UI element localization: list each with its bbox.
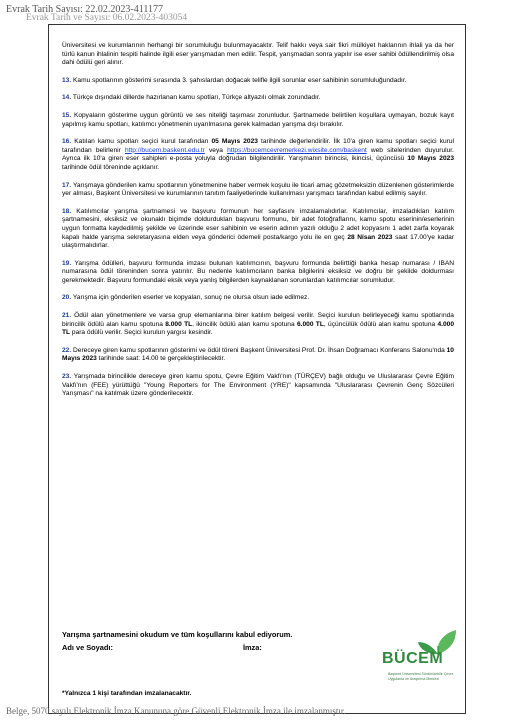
bucem-wixsite-link[interactable]: https://bucemcevremerkezi.wixsite.com/baskent (227, 146, 367, 154)
document-stamp-secondary: Evrak Tarih ve Sayısı: 06.02.2023-403054 (26, 13, 188, 23)
ceremony-date: 10 Mayıs 2023 (62, 346, 454, 363)
item-16 (62, 138, 454, 172)
name-field-label: Adı ve Soyadı: (62, 643, 113, 652)
signature-field-label: İmza: (242, 643, 262, 652)
item-text: saat 17.00'ye kadar ulaştırmalıdırlar. (62, 233, 454, 250)
item-text: Yarışma için gönderilen eserler ve kopyaları, sonuç ne olursa olsun iade edilmez. (72, 294, 310, 302)
item-20 (62, 294, 454, 303)
item-number: 15. (62, 111, 72, 119)
item-14 (62, 94, 454, 103)
item-17 (62, 182, 454, 199)
signature-note: *Yalnızca 1 kişi tarafından imzalanacaktır. (62, 690, 192, 697)
logo-wordmark: BÜCEM (382, 650, 444, 667)
item-number: 16. (62, 138, 72, 146)
document-body (62, 42, 454, 408)
item-number: 23. (62, 373, 72, 381)
evaluation-date: 05 Mayıs 2023 (211, 138, 258, 146)
logo-subtitle: Başkent Üniversitesi Sürdürülebilir Çevre Uygulama ve Araştırma Merkezi (388, 672, 454, 681)
first-prize-amount: 8.000 TL (165, 320, 193, 328)
item-text: Ödül alan yönetmenlere ve varsa grup elemanlarına birer katılım belgesi verilir. Seçici kurulun belirleyeceği kamu spotlarında birincilik ödülü alan kamu spotuna (62, 312, 454, 328)
item-text: Türkçe dışındaki dillerde hazırlanan kamu spotları, Türkçe altyazılı olmak zorundadır. (72, 94, 321, 102)
document-stamp-primary: Evrak Tarih Sayısı: 22.02.2023-411177 (6, 4, 163, 15)
item-number: 22. (62, 346, 72, 354)
e-signature-footer: Belge, 5070 sayılı Elektronik İmza Kanununa göre Güvenli Elektronik İmza ile imzalanmıştır. (6, 706, 346, 716)
item-text: Yarışmada birincilikle dereceye giren kamu spotu, Çevre Eğitim Vakfı'nın (TÜRÇEV) bağlı olduğu ve Uluslararası Çevre Eğitim Vakfı'nın (FEE) yürüttüğü "Young Reporters for The Environment (YRE)" kapsamında "Uluslararası Çevrenin Genç Sözcüleri Yarışması" na katılmak üzere gönderilecektir. (62, 373, 454, 398)
item-text: Kopyaların gösterime uygun görüntü ve ses niteliği taşıması zorunludur. Şartnamede belirtilen koşullara uymayan, bozuk kayıt yapılmış kamu spotları, katılımcı yönetmenin uyarılmasına gerek kalmadan yarışma dışı bırakılır. (62, 111, 454, 128)
second-prize-amount: 6.000 TL (296, 320, 324, 328)
item-15 (62, 112, 454, 129)
item-text: , ikincilik ödülü alan kamu spotuna (192, 320, 295, 328)
item-text: Yarışmaya gönderilen kamu spotlarının yönetmenine haber vermek koşulu ile ticari amaç gözetmeksizin düzenlenen gösterimlerde yer alması, Başkent Üniversitesi ve kurumlarının tanıtım faaliyetlerinde kullanılması yarışmacı tarafından kabul edilmiş sayılır. (62, 181, 455, 198)
deadline-date: 28 Nisan 2023 (347, 233, 393, 241)
item-number: 13. (62, 76, 72, 84)
item-text: tarihinde ödül töreninde açıklanır. (62, 163, 160, 171)
item-text: Yarışma ödülleri, başvuru formunda imzası bulunan katılımcının, başvuru formunda belirttiği banka hesap numarası / IBAN numarasına ödül töreninden sonra yatırılır. Bu nedenle katılımcıların banka bilgilerini eksiksiz ve doğru bir şekilde doldurması gerekmektedir. Başvuru formundaki eksik veya yanlış bilgilerden kaynaklanan sorunlardan katılımcılar sorumludur. (62, 259, 454, 284)
item-number: 20. (62, 294, 72, 302)
item-text: Katılan kamu spotları seçici kurul tarafından (74, 138, 209, 146)
item-text: para ödülü verilir. Seçici kurulun yargısı kesindir. (71, 329, 213, 337)
item-23 (62, 373, 454, 399)
item-text: Katılımcılar yarışma şartnamesi ve başvuru formunun her sayfasını imzalamalıdırlar. Katılımcılar, imzaladıkları katılım şartnamesini, eksiksiz ve okunaklı biçimde doldurdukları başvuru formunu, bir adet fotoğraflarını, kamu spotu eserinin/eserlerinin uygun formatta kaydedilmiş şekilde ve üzerinde eser sahibinin ve eserin adının yazılı olduğu 2 adet kopyasını 1 adet zarfa koyarak kapalı halde yarışma sekretaryasına elden veya gönderici ödemeli posta/kargo yolu ile en geç (62, 207, 454, 241)
acceptance-statement: Yarışma şartnamesini okudum ve tüm koşullarını kabul ediyorum. (62, 630, 293, 639)
intro-paragraph: Üniversitesi ve kurumlarının herhangi bir sorumluluğu bulunmayacaktır. Telif hakkı veya sair fikri mülkiyet haklarının ihlali ya da her türlü kanun ihlalinin tespiti halinde ilgili eser yarışmadan men edilir. Tespit, yarışmadan sonra yapılır ise eser sahibi ödüllendirilmiş olsa dahi ödülü geri alınır. (62, 42, 454, 67)
item-text: , üçüncülük ödülü alan kamu spotuna (323, 320, 436, 328)
item-19 (62, 260, 454, 286)
signature-block (62, 630, 292, 653)
item-text: tarihinde saat: 14.00 te gerçekleştirilecektir. (98, 355, 226, 363)
item-number: 17. (62, 181, 72, 189)
item-text: Dereceye giren kamu spotlarının gösterimi ve ödül töreni Başkent Üniversitesi Prof. Dr. İhsan Doğramacı Konferans Salonu'nda (73, 346, 445, 354)
item-13 (62, 77, 454, 86)
item-number: 19. (62, 259, 72, 267)
item-text: web sitelerinden duyurulur. Ayrıca ilk 10'a giren eser sahipleri e-posta yoluyla doğrudan bilgilendirilir. Yarışmanın birincisi, ikincisi, üçüncüsü (62, 146, 454, 163)
item-text: veya (209, 146, 223, 154)
item-21 (62, 312, 454, 338)
item-number: 14. (62, 94, 72, 102)
item-text: tarihinde değerlendirilir. İlk 10'a giren kamu spotları seçici kurul tarafından belirlenir (62, 138, 454, 154)
bucem-logo (382, 628, 464, 696)
item-text: Kamu spotlarının gösterimi sırasında 3. şahıslardan doğacak telifle ilgili sorunlar eser sahibinin sorumluluğundadır. (73, 76, 407, 84)
item-number: 18. (62, 207, 72, 215)
award-date: 10 Mayıs 2023 (407, 155, 454, 163)
item-18 (62, 208, 454, 251)
item-number: 21. (62, 312, 72, 320)
item-22 (62, 347, 454, 364)
bucem-site-link[interactable]: http://bucem.baskent.edu.tr (124, 146, 205, 154)
third-prize-amount: 4.000 TL (62, 320, 455, 337)
